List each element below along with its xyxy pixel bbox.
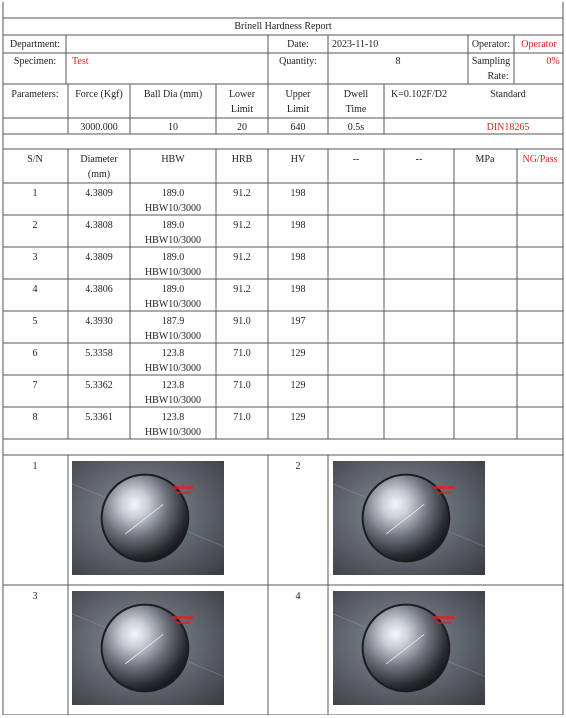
image-index: 3 [32, 591, 38, 602]
result-header: -- [352, 154, 360, 165]
hbw-scale-cell: HBW10/3000 [144, 331, 202, 342]
hrb-cell: 91.2 [233, 284, 251, 295]
sampling-rate-label: Sampling [471, 56, 511, 67]
hrb-cell: 71.0 [233, 348, 251, 359]
specimen-label: Specimen: [13, 56, 57, 67]
parameter-header: Force (Kgf) [75, 89, 123, 100]
hv-cell: 198 [290, 252, 306, 263]
report-title: Brinell Hardness Report [234, 21, 332, 32]
parameter-header: Limit [286, 104, 310, 115]
indentation-photo [333, 461, 485, 575]
diameter-cell: 5.3358 [85, 348, 113, 359]
parameter-header: Limit [230, 104, 254, 115]
result-header: NG/Pass [522, 154, 558, 165]
hv-cell: 198 [290, 220, 306, 231]
hv-cell: 129 [290, 380, 306, 391]
diameter-cell: 4.3809 [85, 252, 113, 263]
parameter-header: K=0.102F/D2 [391, 89, 447, 100]
image-index: 2 [295, 461, 301, 472]
hrb-cell: 91.2 [233, 188, 251, 199]
parameter-value: DIN18265 [486, 122, 530, 133]
image-index: 4 [295, 591, 301, 602]
parameter-header: Dwell [343, 89, 369, 100]
hbw-scale-cell: HBW10/3000 [144, 235, 202, 246]
hv-cell: 198 [290, 188, 306, 199]
quantity-value: 8 [395, 56, 401, 67]
hv-cell: 197 [290, 316, 306, 327]
hbw-cell: 123.8 [161, 348, 185, 359]
report-table [2, 2, 564, 715]
hbw-scale-cell: HBW10/3000 [144, 363, 202, 374]
result-header: (mm) [87, 169, 111, 180]
hrb-cell: 71.0 [233, 412, 251, 423]
diameter-cell: 4.3930 [85, 316, 113, 327]
hbw-cell: 123.8 [161, 380, 185, 391]
result-header: HV [290, 154, 306, 165]
result-header: HRB [231, 154, 253, 165]
report-sheet [2, 2, 564, 715]
hv-cell: 198 [290, 284, 306, 295]
parameter-header: Lower [228, 89, 256, 100]
result-header: MPa [475, 154, 495, 165]
sn-cell: 2 [32, 220, 38, 231]
hrb-cell: 71.0 [233, 380, 251, 391]
result-header: HBW [161, 154, 185, 165]
specimen-value: Test [72, 56, 89, 67]
parameter-value: 0.5s [347, 122, 365, 133]
result-header: Diameter [80, 154, 118, 165]
result-header: -- [415, 154, 423, 165]
sampling-rate-value: 0% [546, 56, 560, 67]
sn-cell: 1 [32, 188, 38, 199]
indentation-photo [72, 461, 224, 575]
parameter-value: 10 [168, 122, 178, 133]
hbw-scale-cell: HBW10/3000 [144, 267, 202, 278]
diameter-cell: 4.3809 [85, 188, 113, 199]
diameter-cell: 4.3808 [85, 220, 113, 231]
sn-cell: 7 [32, 380, 38, 391]
quantity-label: Quantity: [279, 56, 317, 67]
parameter-header: Upper [285, 89, 311, 100]
date-value: 2023-11-10 [332, 39, 379, 50]
hrb-cell: 91.0 [233, 316, 251, 327]
hbw-scale-cell: HBW10/3000 [144, 203, 202, 214]
diameter-cell: 4.3806 [85, 284, 113, 295]
indentation-photo [333, 591, 485, 705]
department-label: Department: [10, 39, 60, 50]
hbw-cell: 123.8 [161, 412, 185, 423]
parameter-value: 20 [237, 122, 247, 133]
hbw-scale-cell: HBW10/3000 [144, 427, 202, 438]
hbw-cell: 187.9 [161, 316, 185, 327]
hv-cell: 129 [290, 348, 306, 359]
hbw-cell: 189.0 [161, 188, 185, 199]
hbw-cell: 189.0 [161, 252, 185, 263]
parameter-header: Standard [490, 89, 526, 100]
operator-label: Operator: [471, 39, 511, 50]
sampling-rate-label: Rate: [487, 71, 509, 82]
hbw-cell: 189.0 [161, 220, 185, 231]
hrb-cell: 91.2 [233, 252, 251, 263]
parameters-label: Parameters: [11, 89, 59, 100]
diameter-cell: 5.3362 [85, 380, 113, 391]
sn-cell: 5 [32, 316, 38, 327]
indentation-photo [72, 591, 224, 705]
sn-cell: 3 [32, 252, 38, 263]
hbw-scale-cell: HBW10/3000 [144, 299, 202, 310]
parameter-value: 3000.000 [80, 122, 118, 133]
hv-cell: 129 [290, 412, 306, 423]
parameter-value: 640 [290, 122, 306, 133]
hrb-cell: 91.2 [233, 220, 251, 231]
hbw-cell: 189.0 [161, 284, 185, 295]
result-header: S/N [27, 154, 43, 165]
date-label: Date: [287, 39, 309, 50]
sn-cell: 8 [32, 412, 38, 423]
sn-cell: 6 [32, 348, 38, 359]
parameter-header: Ball Dia (mm) [143, 89, 203, 100]
diameter-cell: 5.3361 [85, 412, 113, 423]
operator-value: Operator [521, 39, 557, 50]
parameter-header: Time [345, 104, 367, 115]
sn-cell: 4 [32, 284, 38, 295]
image-index: 1 [32, 461, 38, 472]
hbw-scale-cell: HBW10/3000 [144, 395, 202, 406]
